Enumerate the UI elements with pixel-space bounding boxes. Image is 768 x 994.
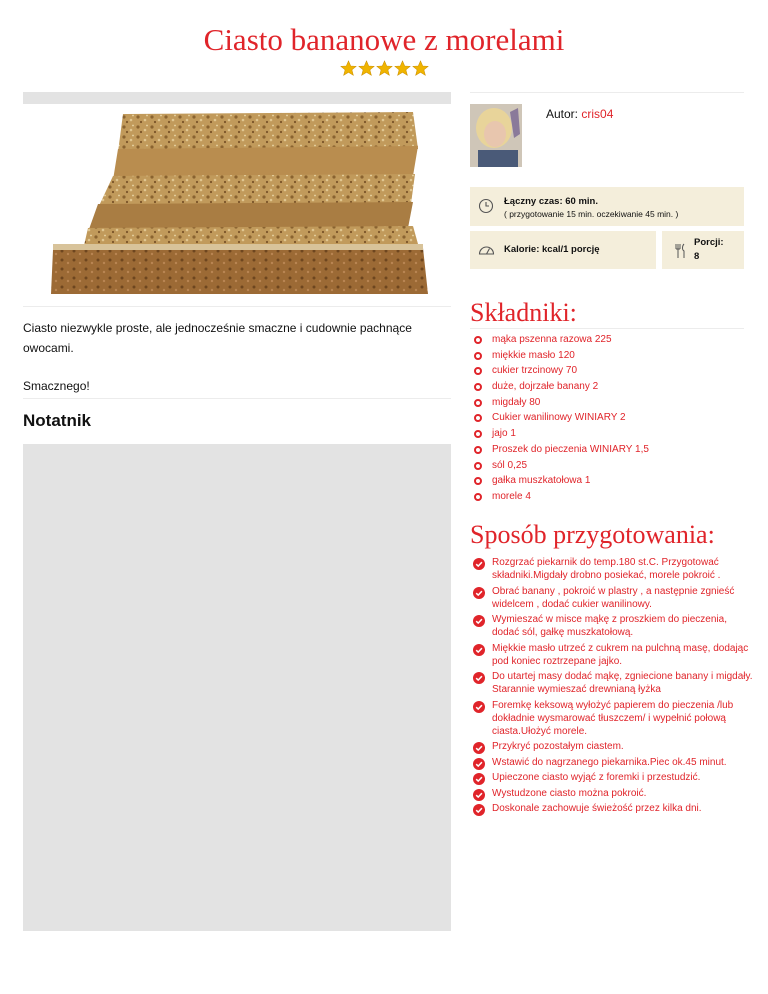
divider xyxy=(470,92,744,93)
check-icon xyxy=(473,587,485,599)
ingredient-text: Cukier wanilinowy WINIARY 2 xyxy=(492,412,626,424)
ingredient-text: jajo 1 xyxy=(492,428,516,440)
step-text: Miękkie masło utrzeć z cukrem na pulchną masę, dodając pod koniec roztrzepane jajko. xyxy=(492,642,749,667)
bullet-icon xyxy=(474,462,482,470)
ingredient-item xyxy=(474,473,649,489)
notes-area[interactable] xyxy=(23,444,451,931)
bullet-icon xyxy=(474,430,482,438)
ingredient-text: migdały 80 xyxy=(492,396,541,408)
recipe-photo xyxy=(23,104,451,294)
preparation-step xyxy=(473,699,753,738)
preparation-title: Sposób przygotowania: xyxy=(470,520,715,549)
bullet-icon xyxy=(474,399,482,407)
preparation-step xyxy=(473,556,753,582)
divider xyxy=(23,306,451,307)
ingredients-list xyxy=(474,332,649,505)
author-link[interactable]: cris04 xyxy=(581,107,614,121)
ingredient-item xyxy=(474,348,649,364)
ingredient-text: miękkie masło 120 xyxy=(492,349,575,361)
check-icon xyxy=(473,701,485,713)
star-icon xyxy=(358,60,375,77)
preparation-step xyxy=(473,756,753,769)
bullet-icon xyxy=(474,352,482,360)
ingredient-item xyxy=(474,410,649,426)
bullet-icon xyxy=(474,367,482,375)
portions-label: Porcji: xyxy=(694,237,724,248)
bullet-icon xyxy=(474,446,482,454)
step-text: Obrać banany , pokroić w plastry , a następnie zgnieść widelcem , dodać cukier wanilinowy. xyxy=(492,585,735,610)
cutlery-icon xyxy=(674,243,686,259)
ingredient-item xyxy=(474,458,649,474)
step-text: Wymieszać w misce mąkę z proszkiem do pieczenia, dodać sól, gałkę muszkatołową. xyxy=(492,614,727,638)
star-icon xyxy=(394,60,411,77)
recipe-description xyxy=(23,318,418,414)
rating-stars xyxy=(0,60,768,77)
ingredient-text: cukier trzcinowy 70 xyxy=(492,365,578,377)
portions-value: 8 xyxy=(694,251,700,262)
bullet-icon xyxy=(474,383,482,391)
description-text: Ciasto niezwykle proste, ale jednocześnie smaczne i cudownie pachnące owocami. xyxy=(23,321,412,355)
bullet-icon xyxy=(474,493,482,501)
author-line xyxy=(546,107,613,121)
star-icon xyxy=(412,60,429,77)
ingredient-item xyxy=(474,426,649,442)
notes-title: Notatnik xyxy=(23,411,91,430)
preparation-step xyxy=(473,642,753,668)
bullet-icon xyxy=(474,336,482,344)
bullet-icon xyxy=(474,414,482,422)
total-time-label: Łączny czas: 60 min. xyxy=(504,196,598,207)
ingredient-text: morele 4 xyxy=(492,490,531,502)
gauge-icon xyxy=(478,242,495,256)
check-icon xyxy=(473,672,485,684)
check-icon xyxy=(473,644,485,656)
author-avatar[interactable] xyxy=(470,104,522,167)
step-text: Wystudzone ciasto można pokroić. xyxy=(492,787,647,799)
check-icon xyxy=(473,615,485,627)
step-text: Foremkę keksową wyłożyć papierem do pieczenia /lub dokładnie wysmarować tłuszczem/ i wypełnić połową ciasta.Ułożyć morele. xyxy=(492,699,734,737)
divider xyxy=(470,328,744,329)
ingredient-item xyxy=(474,489,649,505)
ingredient-item xyxy=(474,379,649,395)
ingredient-item xyxy=(474,442,649,458)
preparation-step xyxy=(473,585,753,611)
ingredient-text: mąka pszenna razowa 225 xyxy=(492,334,612,345)
step-text: Przykryć pozostałym ciastem. xyxy=(492,741,624,752)
author-label: Autor: xyxy=(546,107,582,121)
ingredient-item xyxy=(474,363,649,379)
check-icon xyxy=(473,789,485,801)
preparation-step xyxy=(473,802,753,815)
bullet-icon xyxy=(474,477,482,485)
check-icon xyxy=(473,758,485,770)
preparation-step xyxy=(473,740,753,753)
check-icon xyxy=(473,773,485,785)
check-icon xyxy=(473,558,485,570)
ingredients-title: Składniki: xyxy=(470,298,577,327)
preparation-step xyxy=(473,613,753,639)
ingredient-item xyxy=(474,332,649,348)
ingredient-text: duże, dojrzałe banany 2 xyxy=(492,381,599,393)
step-text: Wstawić do nagrzanego piekarnika.Piec ok.45 minut. xyxy=(492,756,727,768)
ingredient-text: sól 0,25 xyxy=(492,459,528,471)
clock-icon xyxy=(478,198,494,214)
check-icon xyxy=(473,804,485,816)
ingredient-text: Proszek do pieczenia WINIARY 1,5 xyxy=(492,443,649,455)
check-icon xyxy=(473,742,485,754)
star-icon xyxy=(376,60,393,77)
star-icon xyxy=(340,60,357,77)
calories-label: Kalorie: kcal/1 porcję xyxy=(504,244,600,255)
recipe-photo-frame xyxy=(23,92,451,294)
step-text: Do utartej masy dodać mąkę, zgniecione banany i migdały. Starannie wymieszać drewnianą łyżka xyxy=(492,671,753,695)
divider xyxy=(23,398,451,399)
preparation-steps xyxy=(473,556,753,818)
step-text: Rozgrzać piekarnik do temp.180 st.C. Przygotować składniki.Migdały drobno posiekać, morele pokroić . xyxy=(492,557,721,581)
preparation-step xyxy=(473,787,753,800)
recipe-title: Ciasto bananowe z morelami xyxy=(203,22,565,57)
step-text: Doskonale zachowuje świeżość przez kilka dni. xyxy=(492,803,702,814)
preparation-step xyxy=(473,771,753,784)
step-text: Upieczone ciasto wyjąć z foremki i przestudzić. xyxy=(492,772,701,783)
calories-box xyxy=(470,231,656,269)
total-time-box xyxy=(470,187,744,226)
time-breakdown: ( przygotowanie 15 min. oczekiwanie 45 min. ) xyxy=(504,209,679,219)
description-closing: Smacznego! xyxy=(23,379,90,393)
portions-box xyxy=(662,231,744,269)
ingredient-text: gałka muszkatołowa 1 xyxy=(492,475,591,487)
ingredient-item xyxy=(474,395,649,411)
preparation-step xyxy=(473,670,753,696)
